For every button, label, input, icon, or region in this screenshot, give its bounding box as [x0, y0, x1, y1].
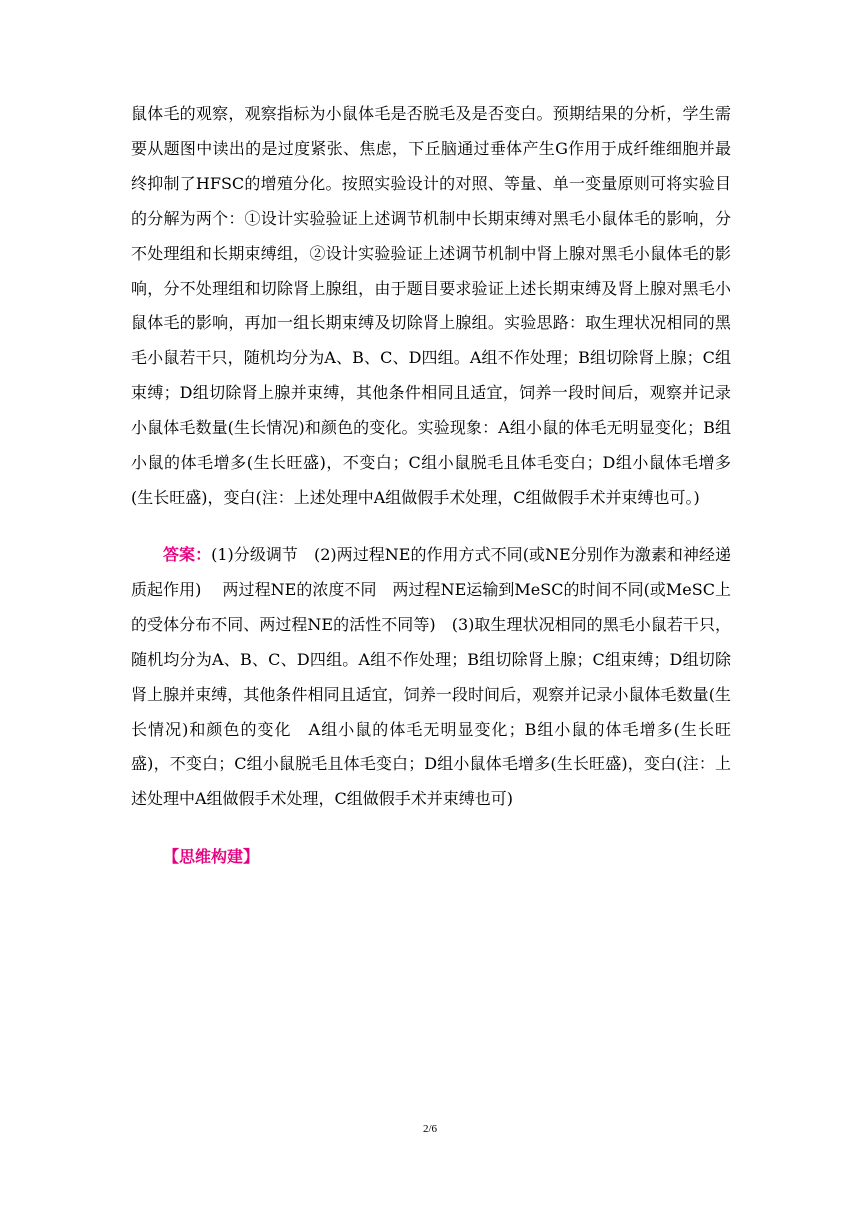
- answer-paragraph: [131, 538, 731, 817]
- answer-label: 答案：: [163, 545, 212, 564]
- answer-text: (1)分级调节 (2)两过程NE的作用方式不同(或NE分别作为激素和神经递质起作用) 两过程NE的浓度不同 两过程NE运输到MeSC的时间不同(或MeSC上的受体分布不同、两过程NE的活性不同等) (3)取生理状况相同的黑毛小鼠若干只，随机均分为A、B、C、D四组。A组不作处理；B组切除肾上腺；C组束缚；D组切除肾上腺并束缚，其他条件相同且适宜，饲养一段时间后，观察并记录小鼠体毛数量(生长情况)和颜色的变化 A组小鼠的体毛无明显变化；B组小鼠的体毛增多(生长旺盛)，不变白；C组小鼠脱毛且体毛变白；D组小鼠体毛增多(生长旺盛)，变白(注：上述处理中A组做假手术处理，C组做假手术并束缚也可): [131, 545, 731, 809]
- page-number: 2/6: [422, 1123, 438, 1135]
- explanation-paragraph: 鼠体毛的观察，观察指标为小鼠体毛是否脱毛及是否变白。预期结果的分析，学生需要从题图中读出的是过度紧张、焦虑，下丘脑通过垂体产生G作用于成纤维细胞并最终抑制了HFSC的增殖分化。按照实验设计的对照、等量、单一变量原则可将实验目的分解为两个：①设计实验验证上述调节机制中长期束缚对黑毛小鼠体毛的影响，分不处理组和长期束缚组，②设计实验验证上述调节机制中肾上腺对黑毛小鼠体毛的影响，分不处理组和切除肾上腺组，由于题目要求验证上述长期束缚及肾上腺对黑毛小鼠体毛的影响，再加一组长期束缚及切除肾上腺组。实验思路：取生理状况相同的黑毛小鼠若干只，随机均分为A、B、C、D四组。A组不作处理；B组切除肾上腺；C组束缚；D组切除肾上腺并束缚，其他条件相同且适宜，饲养一段时间后，观察并记录小鼠体毛数量(生长情况)和颜色的变化。实验现象：A组小鼠的体毛无明显变化；B组小鼠的体毛增多(生长旺盛)，不变白；C组小鼠脱毛且体毛变白；D组小鼠体毛增多(生长旺盛)，变白(注：上述处理中A组做假手术处理，C组做假手术并束缚也可。): [131, 104, 731, 507]
- section-heading: 【思维构建】: [163, 847, 260, 866]
